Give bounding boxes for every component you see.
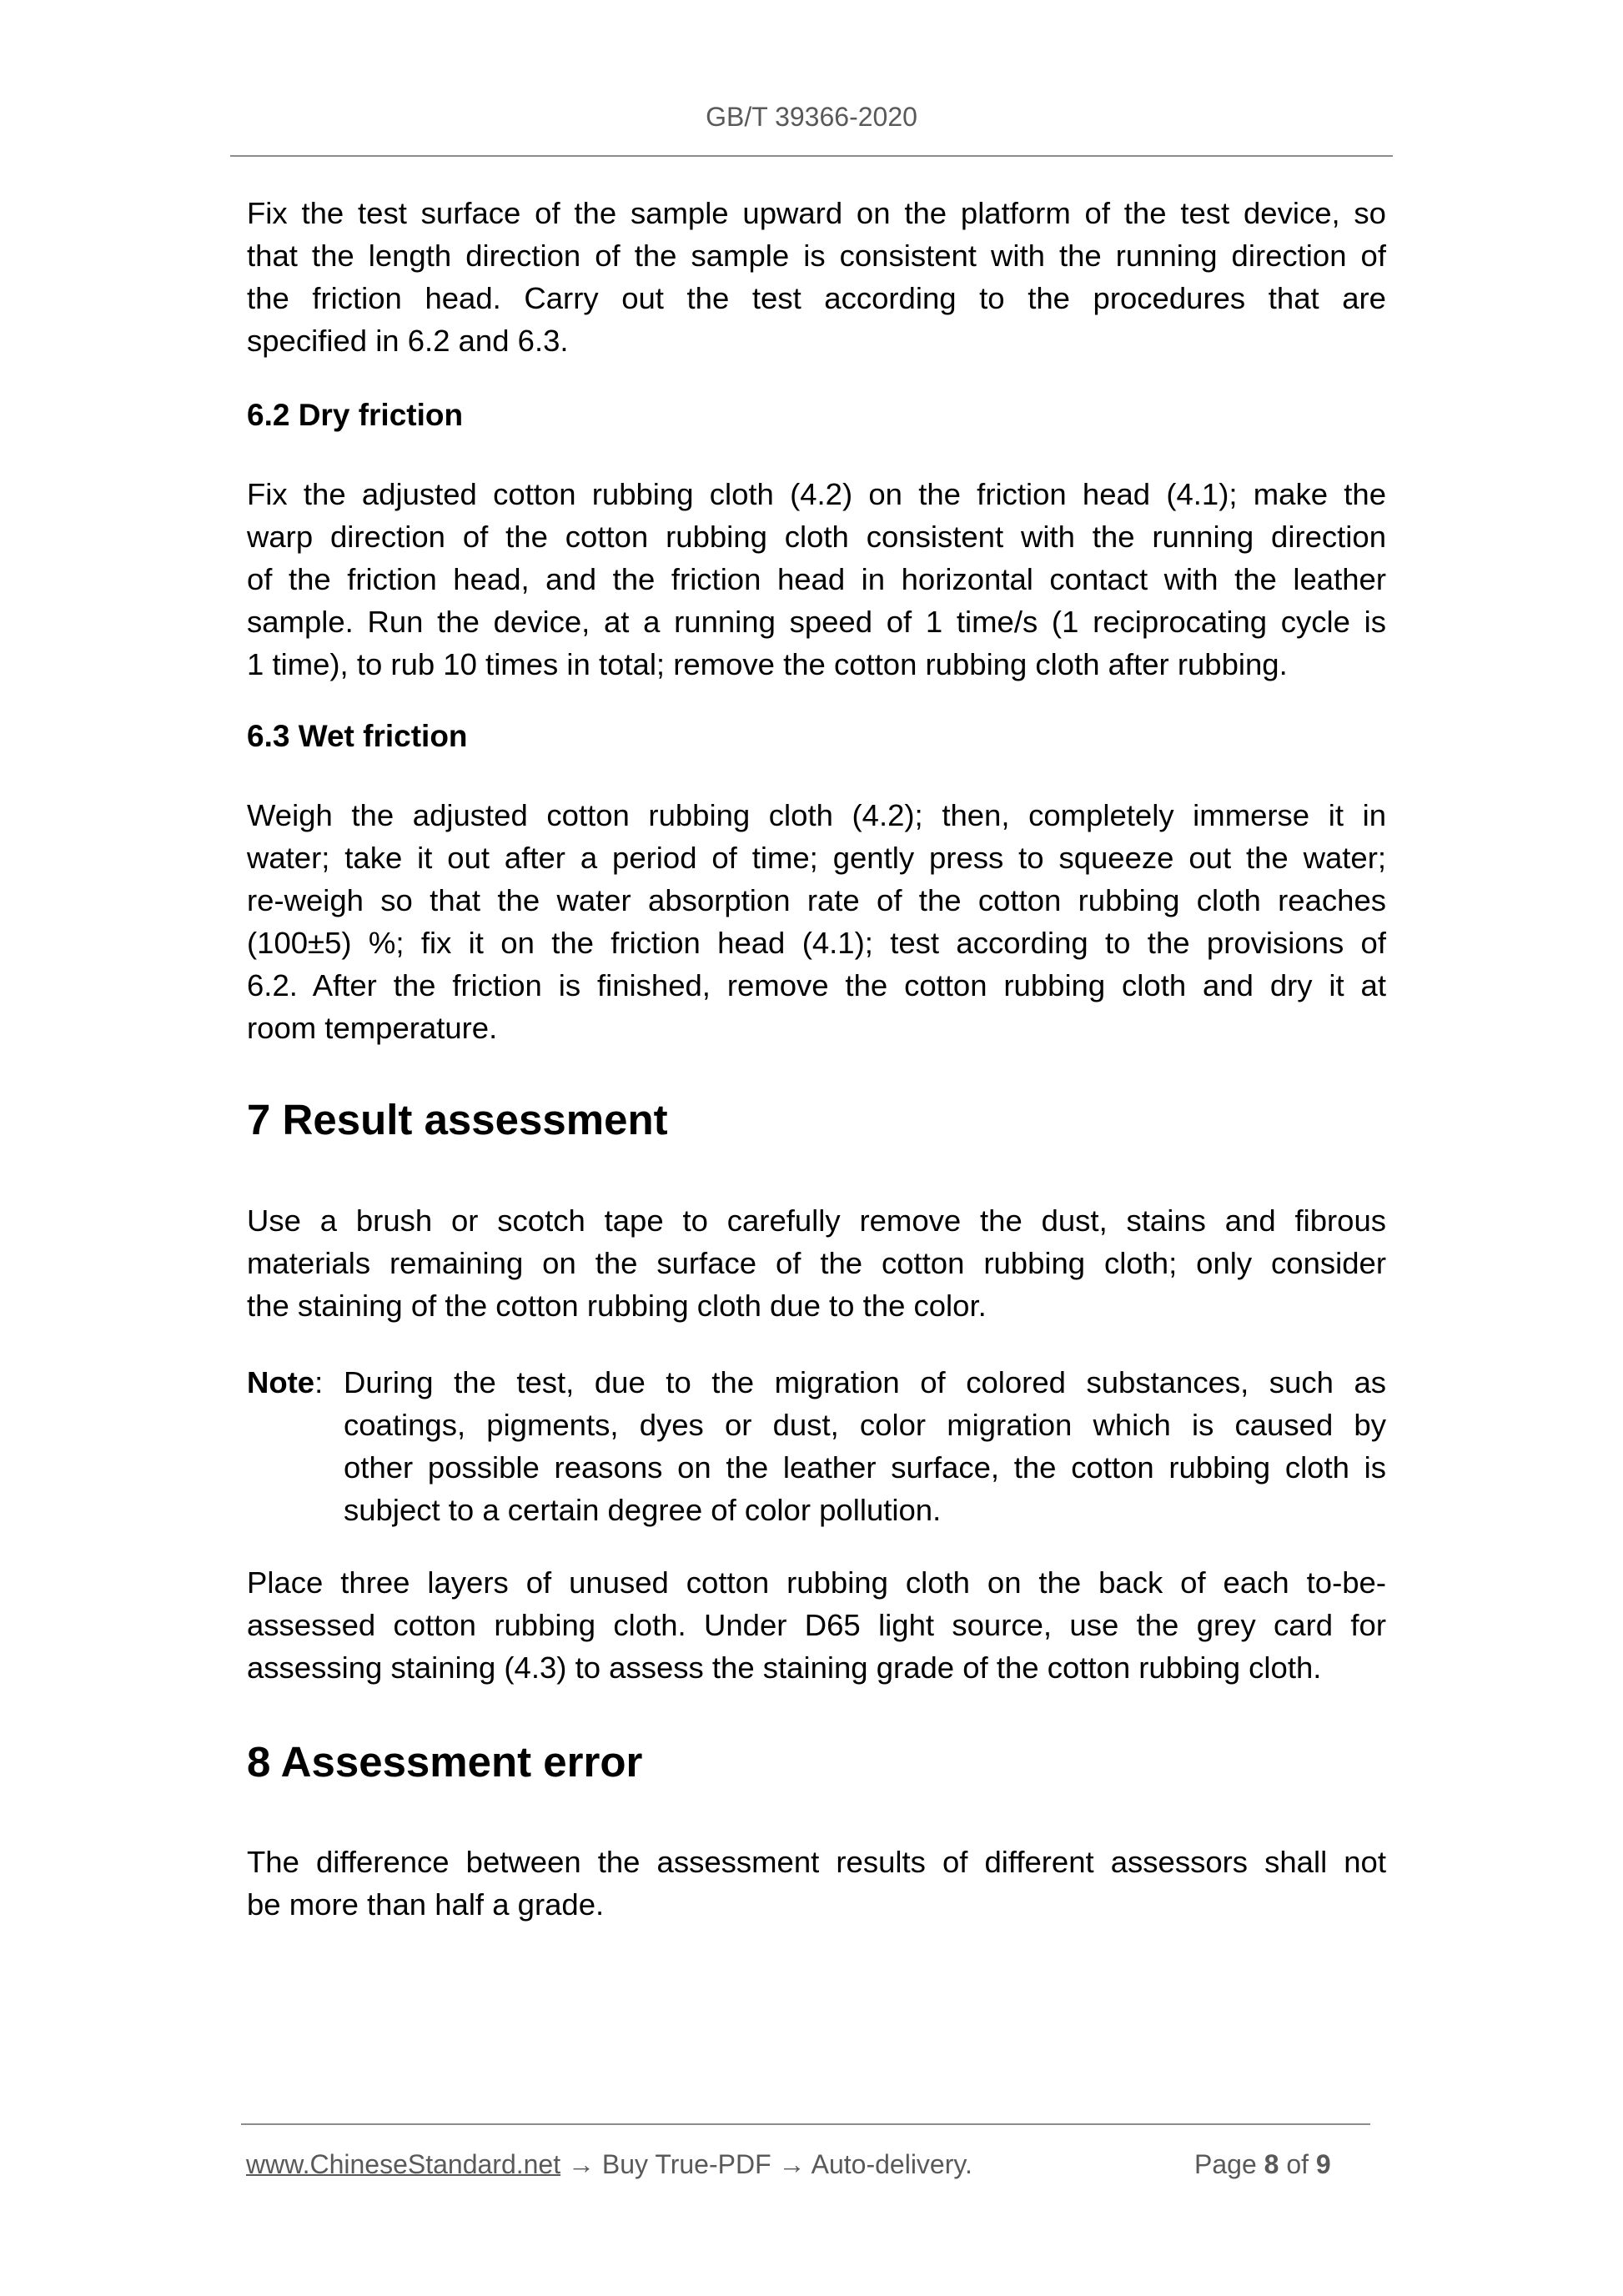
- text-line: of the friction head, and the friction head in horizontal contact with the leather: [247, 562, 1386, 596]
- footer-step-buy: Buy True-PDF: [601, 2149, 771, 2179]
- text-line: assessed cotton rubbing cloth. Under D65 light source, use the grey card for: [247, 1608, 1386, 1642]
- text-line: warp direction of the cotton rubbing cloth consistent with the running direction: [247, 520, 1386, 554]
- note-label-text: Note: [247, 1365, 315, 1399]
- text-line: Fix the test surface of the sample upward on the platform of the test device, so: [247, 196, 1386, 230]
- page-label: Page: [1194, 2149, 1257, 2179]
- intro-paragraph: [247, 192, 1386, 362]
- wet-friction-paragraph: [247, 794, 1386, 1049]
- text-line: subject to a certain degree of color pollution.: [344, 1493, 942, 1527]
- text-line: room temperature.: [247, 1011, 498, 1045]
- text-line: assessing staining (4.3) to assess the staining grade of the cotton rubbing cloth.: [247, 1650, 1322, 1685]
- page-indicator: [1194, 2148, 1331, 2180]
- text-line: specified in 6.2 and 6.3.: [247, 324, 569, 358]
- text-line: Use a brush or scotch tape to carefully remove the dust, stains and fibrous: [247, 1203, 1386, 1238]
- arrow-right-icon: →: [778, 2149, 806, 2179]
- text-line: (100±5) %; fix it on the friction head (4.1); test according to the provisions of: [247, 926, 1386, 960]
- arrow-right-icon: →: [568, 2149, 595, 2179]
- text-line: The difference between the assessment results of different assessors shall not: [247, 1845, 1386, 1879]
- note-label: [247, 1361, 323, 1404]
- page-current: 8: [1264, 2149, 1279, 2179]
- heading-6-3-wet-friction: 6.3 Wet friction: [247, 719, 468, 753]
- text-line: water; take it out after a period of time; gently press to squeeze out the water;: [247, 841, 1386, 875]
- footer-promo: [246, 2148, 972, 2180]
- result-assessment-paragraph-2: [247, 1561, 1386, 1689]
- document-id-header: GB/T 39366-2020: [706, 102, 917, 132]
- text-line: other possible reasons on the leather surface, the cotton rubbing cloth is: [344, 1450, 1386, 1485]
- text-line: the friction head. Carry out the test according to the procedures that are: [247, 281, 1386, 315]
- heading-7-result-assessment: 7 Result assessment: [247, 1096, 668, 1143]
- text-line: 6.2. After the friction is finished, remove the cotton rubbing cloth and dry it at: [247, 968, 1386, 1002]
- text-line: the staining of the cotton rubbing cloth due to the color.: [247, 1289, 987, 1323]
- heading-8-assessment-error: 8 Assessment error: [247, 1738, 643, 1786]
- footer-step-delivery: Auto-delivery.: [811, 2149, 972, 2179]
- heading-6-2-dry-friction: 6.2 Dry friction: [247, 398, 464, 432]
- page-total: 9: [1315, 2149, 1331, 2179]
- text-line: coatings, pigments, dyes or dust, color migration which is caused by: [344, 1408, 1386, 1442]
- footer-rule: [241, 2123, 1370, 2125]
- text-line: be more than half a grade.: [247, 1887, 605, 1922]
- text-line: re-weigh so that the water absorption rate of the cotton rubbing cloth reaches: [247, 883, 1386, 917]
- text-line: Fix the adjusted cotton rubbing cloth (4.2) on the friction head (4.1); make the: [247, 477, 1386, 511]
- text-line: that the length direction of the sample is consistent with the running direction of: [247, 239, 1386, 273]
- assessment-error-paragraph: [247, 1841, 1386, 1926]
- page-of-label: of: [1286, 2149, 1309, 2179]
- text-line: Place three layers of unused cotton rubbing cloth on the back of each to-be-: [247, 1565, 1386, 1600]
- text-line: materials remaining on the surface of the cotton rubbing cloth; only consider: [247, 1246, 1386, 1280]
- note-body: [344, 1361, 1386, 1531]
- dry-friction-paragraph: [247, 473, 1386, 686]
- text-line: During the test, due to the migration of colored substances, such as: [344, 1365, 1386, 1399]
- website-link[interactable]: www.ChineseStandard.net: [246, 2149, 561, 2179]
- result-assessment-paragraph-1: [247, 1199, 1386, 1327]
- text-line: Weigh the adjusted cotton rubbing cloth (4.2); then, completely immerse it in: [247, 798, 1386, 832]
- header-rule: [230, 155, 1393, 157]
- text-line: 1 time), to rub 10 times in total; remove the cotton rubbing cloth after rubbing.: [247, 647, 1288, 681]
- note-colon: :: [314, 1365, 324, 1399]
- text-line: sample. Run the device, at a running speed of 1 time/s (1 reciprocating cycle is: [247, 605, 1386, 639]
